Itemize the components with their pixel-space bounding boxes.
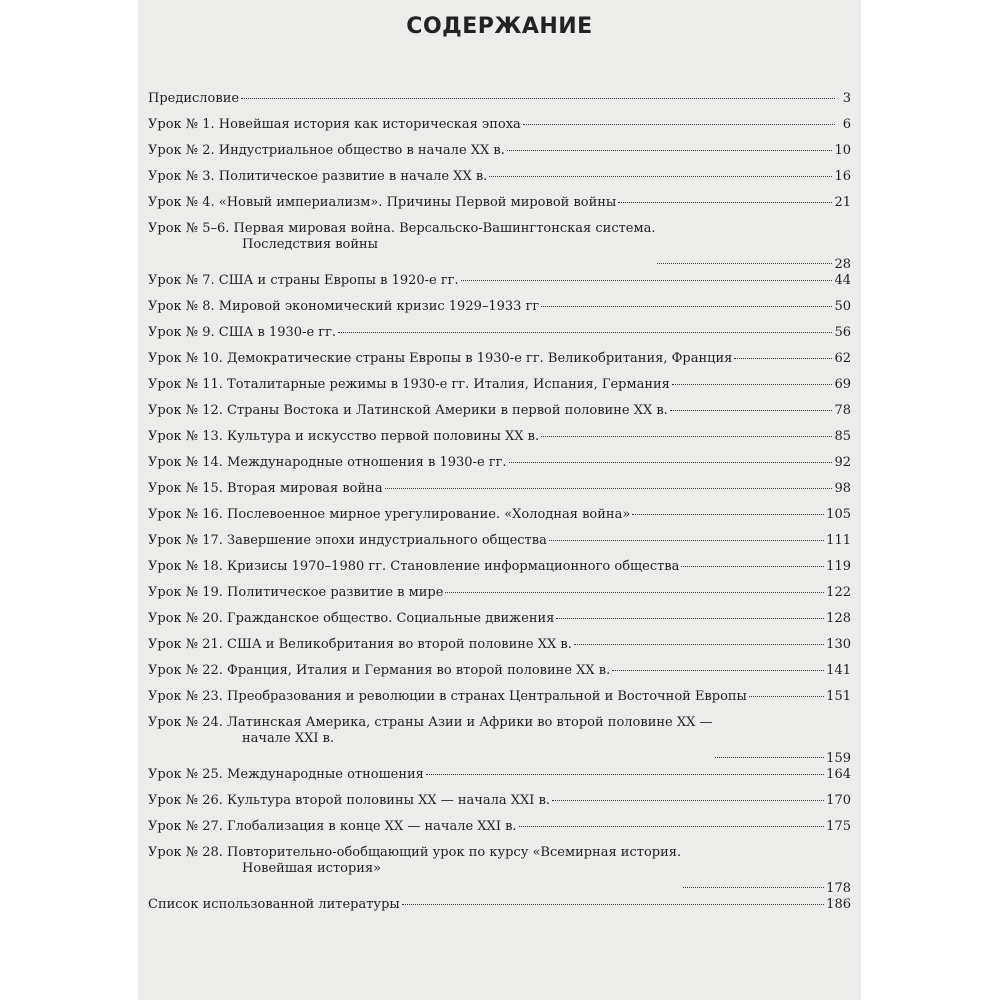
table-of-contents [148,91,851,923]
toc-entry [148,637,851,663]
toc-entry [148,845,851,897]
dot-leader [241,98,835,99]
toc-entry-page-number: 128 [826,611,851,626]
page-title: СОДЕРЖАНИЕ [406,14,593,39]
toc-entry-title-line: Урок № 23. Преобразования и революции в странах Центральной и Восточной Европы [148,689,747,704]
toc-entry [148,611,851,637]
toc-entry-page-number: 130 [826,637,851,652]
toc-entry-title-line: Урок № 16. Послевоенное мирное урегулирование. «Холодная война» [148,507,631,522]
dot-leader [672,384,833,385]
toc-entry-title-line: Урок № 27. Глобализация в конце XX — начале XXI в. [148,819,517,834]
toc-entry [148,143,851,169]
toc-entry-title-line: Урок № 19. Политическое развитие в мире [148,585,444,600]
toc-entry-title [148,143,505,159]
toc-entry-title-line: Урок № 7. США и страны Европы в 1920-е гг. [148,273,459,288]
toc-entry-title-line: Урок № 20. Гражданское общество. Социальные движения [148,611,555,626]
toc-entry-title-line: Урок № 21. США и Великобритания во второй половине XX в. [148,637,572,652]
dot-leader [445,592,824,593]
toc-entry [148,169,851,195]
dot-leader [715,757,825,758]
dot-leader [683,887,824,888]
toc-entry-title [148,637,572,653]
toc-entry-page-number: 44 [834,273,851,288]
toc-entry-title [148,273,459,289]
toc-entry [148,273,851,299]
toc-entry-title [148,507,630,523]
toc-entry-page-number: 186 [826,897,851,912]
toc-entry-page-number: 10 [834,143,851,158]
toc-entry-title [148,221,655,253]
toc-entry-title [148,403,668,419]
toc-entry [148,767,851,793]
dot-leader [552,800,824,801]
toc-entry-title-continuation: Новейшая история» [242,861,382,876]
toc-entry [148,455,851,481]
dot-leader [612,670,824,671]
toc-entry-title-line: Урок № 18. Кризисы 1970–1980 гг. Становление информационного общества [148,559,680,574]
dot-leader [523,124,835,125]
toc-entry-title-line: Урок № 8. Мировой экономический кризис 1929–1933 гг [148,299,540,314]
toc-entry [148,819,851,845]
toc-entry-title-continuation: начале XXI в. [242,731,335,746]
toc-entry-title-line: Список использованной литературы [148,897,400,912]
dot-leader [749,696,824,697]
toc-entry-title [148,819,517,835]
toc-entry-page-number: 62 [834,351,851,366]
toc-entry-title-line: Урок № 24. Латинская Америка, страны Азии и Африки во второй половине XX — [148,715,713,730]
toc-entry-page-number: 170 [826,793,851,808]
toc-entry-title-line: Урок № 25. Международные отношения [148,767,424,782]
toc-entry-page-number: 78 [834,403,851,418]
toc-entry [148,689,851,715]
toc-entry-page-number: 50 [834,299,851,314]
toc-entry-title [148,91,239,107]
toc-entry [148,585,851,611]
toc-entry-title [148,429,539,445]
toc-entry-page-number: 122 [826,585,851,600]
toc-entry-title-line: Урок № 1. Новейшая история как историческая эпоха [148,117,521,132]
toc-entry-page-number: 21 [834,195,851,210]
dot-leader [507,150,833,151]
toc-entry-title-line: Урок № 13. Культура и искусство первой половины XX в. [148,429,540,444]
toc-entry-page-number: 16 [834,169,851,184]
toc-entry-title-line: Урок № 17. Завершение эпохи индустриального общества [148,533,547,548]
toc-entry-title-line: Урок № 11. Тоталитарные режимы в 1930-е гг. Италия, Испания, Германия [148,377,670,392]
toc-entry-title-line: Урок № 10. Демократические страны Европы в 1930-е гг. Великобритания, Франция [148,351,733,366]
toc-entry-title [148,689,747,705]
toc-entry-page-number: 85 [834,429,851,444]
toc-entry [148,403,851,429]
toc-entry-title-line: Урок № 14. Международные отношения в 1930-е гг. [148,455,507,470]
toc-entry-page-number: 164 [826,767,851,782]
toc-entry-title [148,117,521,133]
toc-entry-title-line: Урок № 4. «Новый империализм». Причины Первой мировой войны [148,195,617,210]
toc-entry-page-number: 159 [826,751,851,766]
dot-leader [461,280,833,281]
dot-leader [338,332,832,333]
dot-leader [556,618,824,619]
toc-entry-title-line: Урок № 2. Индустриальное общество в начале XX в. [148,143,505,158]
toc-entry [148,221,851,273]
toc-entry [148,663,851,689]
toc-entry-title [148,169,487,185]
toc-entry-page-number: 178 [826,881,851,896]
dot-leader [657,263,832,264]
toc-entry-page-number: 119 [826,559,851,574]
toc-entry-page-number: 92 [834,455,851,470]
toc-entry-page-number: 98 [834,481,851,496]
toc-entry [148,559,851,585]
toc-entry-title [148,377,670,393]
toc-entry-title-line: Урок № 9. США в 1930-е гг. [148,325,337,340]
toc-entry-title-line: Урок № 22. Франция, Италия и Германия во второй половине XX в. [148,663,611,678]
toc-entry [148,117,851,143]
toc-entry-title [148,351,732,367]
toc-entry-title-line: Урок № 3. Политическое развитие в начале XX в. [148,169,488,184]
toc-entry-page-number: 6 [842,117,851,132]
toc-entry [148,351,851,377]
toc-entry-title [148,533,547,549]
toc-entry [148,299,851,325]
toc-entry [148,195,851,221]
toc-entry-page-number: 141 [826,663,851,678]
toc-entry-title [148,845,681,877]
toc-entry-title [148,663,610,679]
toc-entry-page-number: 105 [826,507,851,522]
toc-entry [148,377,851,403]
toc-entry-title [148,195,616,211]
toc-entry-title [148,585,443,601]
toc-entry-title [148,897,400,913]
toc-entry-title-line: Предисловие [148,91,240,106]
dot-leader [618,202,832,203]
toc-entry-page-number: 28 [834,257,851,272]
toc-entry [148,507,851,533]
toc-entry-title [148,325,336,341]
dot-leader [489,176,832,177]
toc-entry-title-line: Урок № 5–6. Первая мировая война. Версальско-Вашингтонская система. [148,221,656,236]
dot-leader [426,774,824,775]
toc-entry-page-number: 56 [834,325,851,340]
toc-entry [148,897,851,923]
toc-entry-title-line: Урок № 12. Страны Востока и Латинской Америки в первой половине XX в. [148,403,668,418]
toc-entry-title-line: Урок № 26. Культура второй половины XX — начала XXI в. [148,793,551,808]
dot-leader [670,410,833,411]
dot-leader [549,540,824,541]
toc-entry-title [148,793,550,809]
dot-leader [574,644,824,645]
dot-leader [541,436,832,437]
toc-entry [148,793,851,819]
dot-leader [632,514,824,515]
dot-leader [734,358,832,359]
toc-entry-title-continuation: Последствия войны [242,237,379,252]
toc-entry-page-number: 175 [826,819,851,834]
toc-entry [148,91,851,117]
toc-entry-title [148,299,539,315]
toc-entry-title [148,559,679,575]
toc-entry-title [148,481,383,497]
dot-leader [385,488,833,489]
toc-entry-title-line: Урок № 28. Повторительно-обобщающий урок по курсу «Всемирная история. [148,845,682,860]
toc-entry-title [148,611,554,627]
toc-entry-title [148,767,424,783]
toc-entry-title [148,455,507,471]
toc-entry [148,325,851,351]
toc-entry-title-line: Урок № 15. Вторая мировая война [148,481,383,496]
toc-entry [148,429,851,455]
dot-leader [402,904,824,905]
dot-leader [681,566,824,567]
toc-entry-title [148,715,713,747]
dot-leader [509,462,833,463]
toc-entry-page-number: 3 [842,91,851,106]
book-page [138,0,861,1000]
toc-entry [148,533,851,559]
toc-entry [148,715,851,767]
toc-entry-page-number: 151 [826,689,851,704]
toc-entry-page-number: 69 [834,377,851,392]
toc-entry-page-number: 111 [826,533,851,548]
dot-leader [519,826,825,827]
dot-leader [541,306,832,307]
toc-entry [148,481,851,507]
